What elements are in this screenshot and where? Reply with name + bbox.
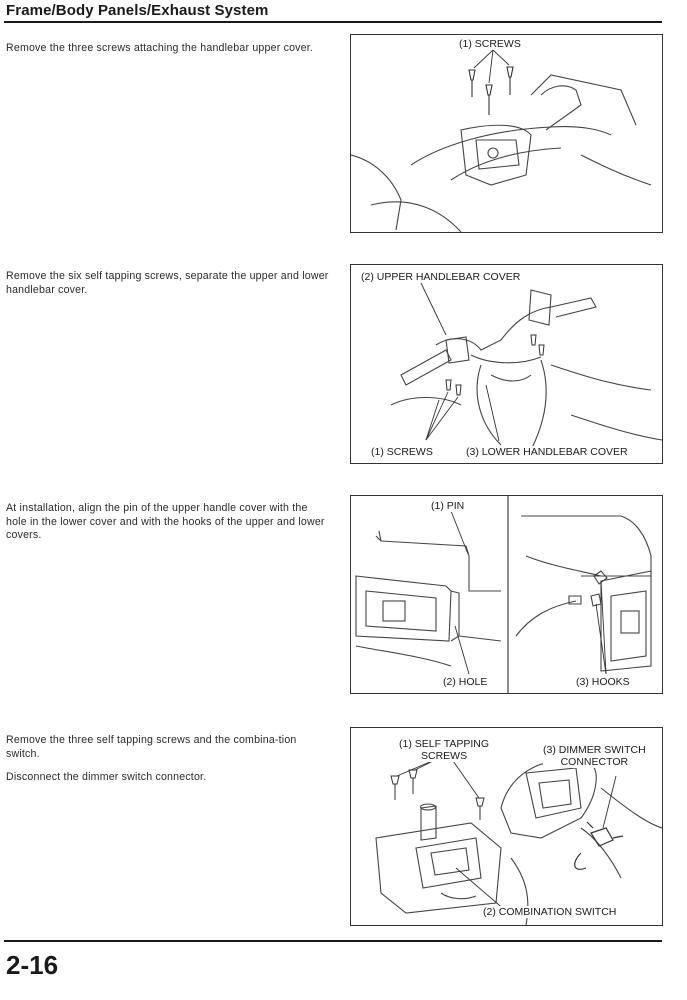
page-title: Frame/Body Panels/Exhaust System xyxy=(6,2,269,19)
screws-callout-2: (1) SCREWS xyxy=(371,446,433,458)
upper-cover-callout: (2) UPPER HANDLEBAR COVER xyxy=(361,271,521,283)
figure-3-pin-hole-hooks xyxy=(350,495,663,694)
dimmer-line-1: (3) DIMMER SWITCH xyxy=(543,744,646,756)
figure-3-illustration xyxy=(351,496,662,693)
page-number: 2-16 xyxy=(6,950,59,980)
hole-callout: (2) HOLE xyxy=(443,676,488,688)
figure-2-illustration xyxy=(351,265,662,463)
dimmer-switch-connector-callout xyxy=(543,744,646,768)
step-1-text xyxy=(6,42,331,66)
step-2-text xyxy=(6,270,331,307)
self-tapping-line-2: SCREWS xyxy=(420,750,468,762)
self-tapping-line-1: (1) SELF TAPPING xyxy=(399,738,490,750)
dimmer-line-2: CONNECTOR xyxy=(560,756,629,768)
lower-cover-callout: (3) LOWER HANDLEBAR COVER xyxy=(466,446,628,458)
figure-1-illustration xyxy=(351,35,662,232)
combination-switch-callout: (2) COMBINATION SWITCH xyxy=(483,906,617,918)
step-3-text xyxy=(6,502,331,553)
step-3-paragraph: At installation, align the pin of the upper handle cover with the hole in the lower cover and with the hooks of the upper and lower covers. xyxy=(6,502,325,541)
footer-rule xyxy=(4,940,662,942)
step-4-text xyxy=(6,734,331,795)
step-4-paragraph-2: Disconnect the dimmer switch connector. xyxy=(6,771,207,783)
figure-1-handlebar-upper-cover-screws xyxy=(350,34,663,233)
screws-callout: (1) SCREWS xyxy=(459,38,521,50)
header-rule xyxy=(4,21,662,23)
pin-callout: (1) PIN xyxy=(431,500,465,512)
step-2-paragraph: Remove the six self tapping screws, separate the upper and lower handlebar cover. xyxy=(6,270,329,296)
figure-2-handlebar-covers xyxy=(350,264,663,464)
self-tapping-screws-callout xyxy=(399,738,489,762)
figure-4-combination-switch xyxy=(350,727,663,926)
step-1-paragraph: Remove the three screws attaching the handlebar upper cover. xyxy=(6,42,314,54)
hooks-callout: (3) HOOKS xyxy=(576,676,630,688)
step-4-paragraph-1: Remove the three self tapping screws and the combina-tion switch. xyxy=(6,734,297,760)
